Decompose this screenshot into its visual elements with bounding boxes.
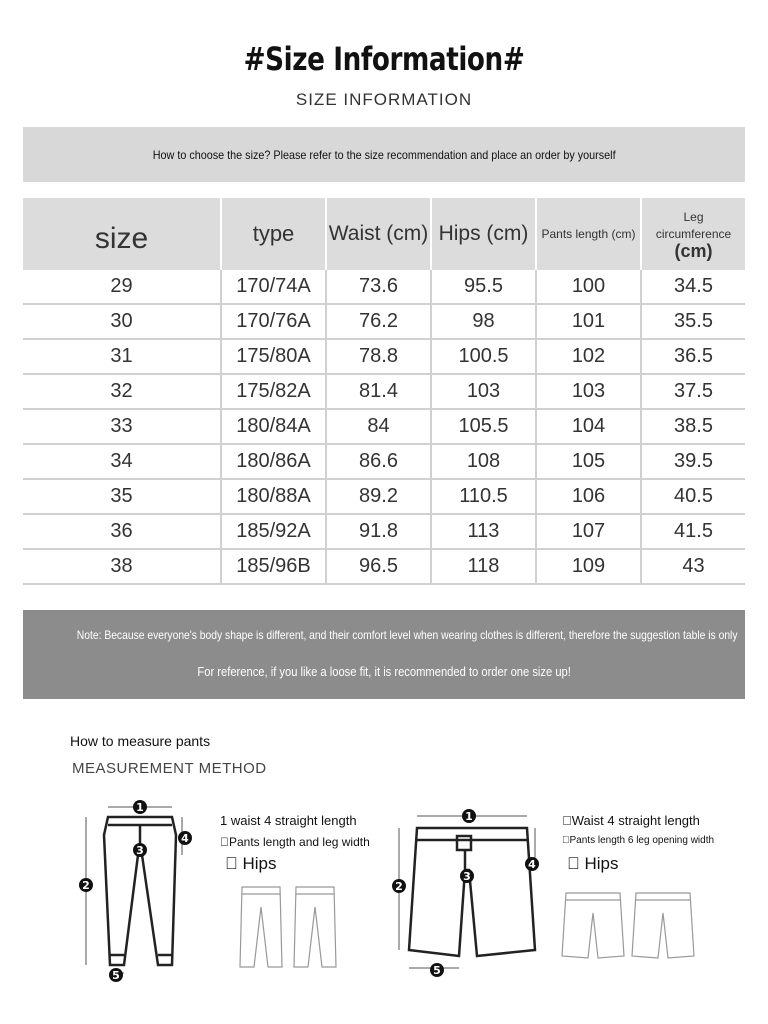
cell-leg-circumference: 40.5 bbox=[641, 479, 745, 514]
cell-hips: 100.5 bbox=[431, 339, 536, 374]
cell-leg-circumference: 39.5 bbox=[641, 444, 745, 479]
marker-5-label: 5 bbox=[112, 969, 120, 982]
size-advice-text: How to choose the size? Please refer to the size recommendation and place an order by yourself bbox=[152, 147, 616, 162]
cell-pants-length: 102 bbox=[536, 339, 641, 374]
cell-pants-length: 105 bbox=[536, 444, 641, 479]
right-caption-1:  Waist 4 straight length bbox=[562, 813, 700, 828]
size-table-body bbox=[23, 270, 745, 584]
header-type: type bbox=[221, 198, 326, 270]
cell-size: 31 bbox=[23, 339, 221, 374]
cell-size: 33 bbox=[23, 409, 221, 444]
header-leg-line1: Leg bbox=[683, 209, 704, 224]
cell-hips: 98 bbox=[431, 304, 536, 339]
how-to-measure-heading: How to measure pants bbox=[70, 733, 211, 749]
cell-size: 38 bbox=[23, 549, 221, 584]
right-caption-2:  Pants length 6 leg opening width bbox=[562, 835, 715, 846]
long-pants-diagram bbox=[72, 795, 202, 985]
note-banner bbox=[23, 610, 745, 699]
cell-size: 29 bbox=[23, 270, 221, 304]
cell-waist: 91.8 bbox=[326, 514, 431, 549]
header-pants-length: Pants length (cm) bbox=[536, 198, 641, 270]
long-pants-thumbnails bbox=[236, 882, 346, 972]
table-row bbox=[23, 444, 745, 479]
header-waist: Waist (cm) bbox=[326, 198, 431, 270]
cell-type: 175/82A bbox=[221, 374, 326, 409]
cell-size: 30 bbox=[23, 304, 221, 339]
cell-leg-circumference: 35.5 bbox=[641, 304, 745, 339]
cell-size: 36 bbox=[23, 514, 221, 549]
header-leg-line2: circumference bbox=[655, 226, 732, 241]
cell-hips: 110.5 bbox=[431, 479, 536, 514]
table-row bbox=[23, 374, 745, 409]
left-caption-3:   Hips bbox=[225, 854, 277, 873]
cell-leg-circumference: 41.5 bbox=[641, 514, 745, 549]
cell-pants-length: 100 bbox=[536, 270, 641, 304]
marker-4-label: 4 bbox=[181, 832, 189, 845]
cell-type: 170/74A bbox=[221, 270, 326, 304]
table-row bbox=[23, 514, 745, 549]
cell-size: 32 bbox=[23, 374, 221, 409]
cell-hips: 108 bbox=[431, 444, 536, 479]
table-row bbox=[23, 479, 745, 514]
table-row bbox=[23, 409, 745, 444]
table-header-row bbox=[23, 198, 745, 270]
left-caption-2:  Pants length and leg width bbox=[220, 835, 370, 849]
cell-waist: 96.5 bbox=[326, 549, 431, 584]
cell-leg-circumference: 43 bbox=[641, 549, 745, 584]
cell-type: 180/84A bbox=[221, 409, 326, 444]
header-size: size bbox=[23, 198, 221, 270]
cell-leg-circumference: 34.5 bbox=[641, 270, 745, 304]
cell-pants-length: 101 bbox=[536, 304, 641, 339]
cell-type: 180/86A bbox=[221, 444, 326, 479]
note-line-2-text: For reference, if you like a loose fit, it is recommended to order one size up! bbox=[197, 664, 571, 679]
cell-size: 34 bbox=[23, 444, 221, 479]
cell-waist: 78.8 bbox=[326, 339, 431, 374]
cell-waist: 76.2 bbox=[326, 304, 431, 339]
table-row bbox=[23, 549, 745, 584]
header-leg-unit: (cm) bbox=[674, 240, 713, 261]
note-line-1 bbox=[23, 628, 745, 642]
measurement-method-heading: MEASUREMENT METHOD bbox=[72, 760, 267, 777]
cell-hips: 118 bbox=[431, 549, 536, 584]
cell-type: 170/76A bbox=[221, 304, 326, 339]
cell-size: 35 bbox=[23, 479, 221, 514]
shorts-marker-2-label: 2 bbox=[395, 880, 403, 893]
cell-waist: 89.2 bbox=[326, 479, 431, 514]
right-caption-3:   Hips bbox=[567, 854, 619, 873]
cell-hips: 105.5 bbox=[431, 409, 536, 444]
cell-hips: 113 bbox=[431, 514, 536, 549]
cell-waist: 84 bbox=[326, 409, 431, 444]
shorts-thumbnails bbox=[560, 888, 700, 963]
note-line-2 bbox=[23, 664, 745, 679]
size-table bbox=[23, 198, 745, 585]
shorts-marker-4-label: 4 bbox=[528, 858, 536, 871]
cell-hips: 103 bbox=[431, 374, 536, 409]
shorts-marker-1-label: 1 bbox=[465, 810, 473, 823]
cell-pants-length: 106 bbox=[536, 479, 641, 514]
cell-pants-length: 107 bbox=[536, 514, 641, 549]
header-leg-circumference bbox=[641, 198, 745, 270]
size-advice-banner bbox=[23, 127, 745, 182]
cell-type: 185/96B bbox=[221, 549, 326, 584]
cell-waist: 81.4 bbox=[326, 374, 431, 409]
cell-waist: 73.6 bbox=[326, 270, 431, 304]
cell-hips: 95.5 bbox=[431, 270, 536, 304]
cell-leg-circumference: 36.5 bbox=[641, 339, 745, 374]
table-row bbox=[23, 339, 745, 374]
shorts-marker-3-label: 3 bbox=[463, 870, 471, 883]
table-row bbox=[23, 270, 745, 304]
cell-pants-length: 104 bbox=[536, 409, 641, 444]
table-row bbox=[23, 304, 745, 339]
cell-type: 180/88A bbox=[221, 479, 326, 514]
cell-leg-circumference: 37.5 bbox=[641, 374, 745, 409]
left-caption-1: 1 waist 4 straight length bbox=[220, 813, 357, 828]
note-line-1-text: Note: Because everyone's body shape is different, and their comfort level when wearing clothes is different, therefore the suggestion table is only bbox=[76, 628, 738, 642]
cell-pants-length: 103 bbox=[536, 374, 641, 409]
cell-pants-length: 109 bbox=[536, 549, 641, 584]
marker-2-label: 2 bbox=[82, 879, 90, 892]
page-title: #Size Information# bbox=[243, 40, 525, 78]
page-subtitle: SIZE INFORMATION bbox=[295, 90, 473, 109]
cell-type: 185/92A bbox=[221, 514, 326, 549]
shorts-marker-5-label: 5 bbox=[433, 964, 441, 977]
cell-waist: 86.6 bbox=[326, 444, 431, 479]
shorts-diagram bbox=[385, 800, 545, 980]
marker-1-label: 1 bbox=[136, 801, 144, 814]
cell-leg-circumference: 38.5 bbox=[641, 409, 745, 444]
marker-3-label: 3 bbox=[136, 844, 144, 857]
cell-type: 175/80A bbox=[221, 339, 326, 374]
header-hips: Hips (cm) bbox=[431, 198, 536, 270]
